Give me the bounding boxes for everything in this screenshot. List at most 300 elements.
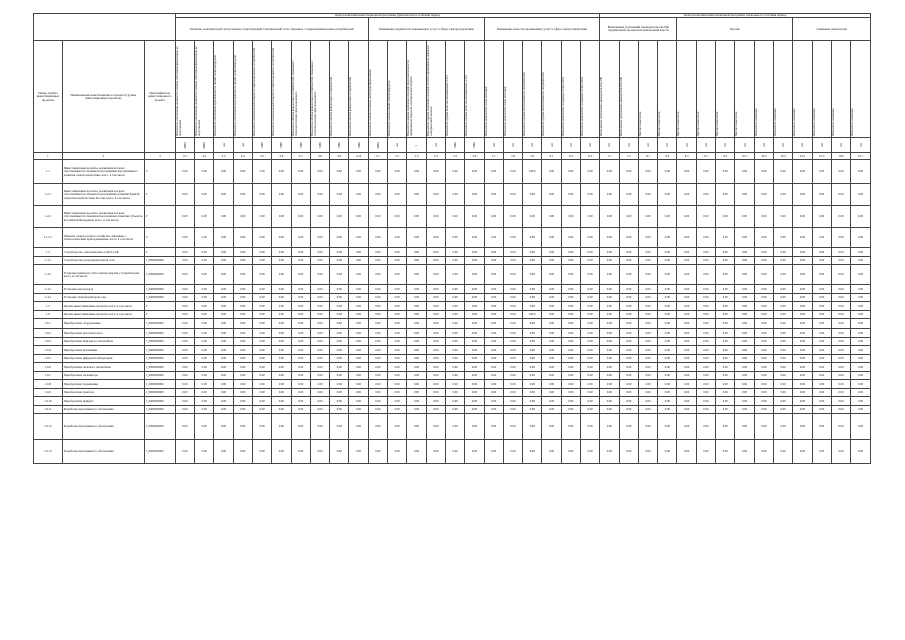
- value-cell: 0.00: [407, 414, 426, 440]
- value-cell: 0.00: [793, 285, 812, 294]
- value-cell: 0.00: [600, 363, 619, 372]
- value-cell: 0.00: [233, 329, 252, 338]
- value-cell: 0.00: [638, 440, 657, 464]
- value-cell: 0.00: [368, 248, 387, 257]
- value-cell: 0.00: [831, 388, 850, 397]
- value-cell: 0.00: [252, 285, 271, 294]
- value-cell: 0.00: [388, 310, 407, 319]
- value-cell: 0.00: [735, 346, 754, 355]
- value-cell: 0.00: [793, 228, 812, 248]
- value-cell: 0.00: [523, 414, 542, 440]
- column-number: 4.2: [195, 153, 214, 160]
- value-cell: 0.00: [388, 228, 407, 248]
- value-cell: 0.00: [561, 440, 580, 464]
- column-unit: [349, 138, 368, 153]
- column-unit: [735, 138, 754, 153]
- value-cell: 0.00: [619, 329, 638, 338]
- value-cell: 0.00: [503, 414, 522, 440]
- value-cell: 0.00: [561, 265, 580, 285]
- row-code: Г: [144, 184, 175, 206]
- value-cell: 0.00: [696, 310, 715, 319]
- value-cell: 0.00: [523, 184, 542, 206]
- value-cell: 0.00: [851, 414, 871, 440]
- value-cell: 0.00: [638, 337, 657, 346]
- value-cell: 0.00: [233, 337, 252, 346]
- value-cell: 0.00: [600, 354, 619, 363]
- row-name: Приобретение оборудования: [62, 319, 144, 329]
- value-cell: 0.00: [214, 346, 233, 355]
- value-cell: 0.00: [812, 329, 831, 338]
- value-cell: 0.00: [831, 206, 850, 228]
- value-cell: 0.00: [658, 310, 677, 319]
- value-cell: 0.00: [619, 440, 638, 464]
- value-cell: 0.00: [503, 397, 522, 406]
- value-cell: 0.00: [523, 440, 542, 464]
- value-cell: 0.00: [330, 285, 349, 294]
- corner-cell: [34, 14, 176, 41]
- value-cell: 0.00: [793, 363, 812, 372]
- value-cell: 0.00: [754, 302, 773, 311]
- value-cell: 0.00: [310, 363, 329, 372]
- value-cell: 0.00: [272, 337, 291, 346]
- value-cell: 0.00: [272, 371, 291, 380]
- value-cell: 0.00: [291, 206, 310, 228]
- value-cell: 0.00: [677, 310, 696, 319]
- column-number: 4.9: [330, 153, 349, 160]
- value-cell: 0.00: [561, 228, 580, 248]
- table-row: [34, 388, 871, 397]
- value-cell: 0.00: [696, 380, 715, 389]
- value-cell: 0.00: [851, 363, 871, 372]
- value-cell: 0.00: [716, 319, 735, 329]
- value-cell: 0.00: [349, 329, 368, 338]
- value-cell: 0.00: [349, 371, 368, 380]
- column-unit: [638, 138, 657, 153]
- value-cell: 0.00: [542, 397, 561, 406]
- row-number: 1.4.1: [34, 256, 63, 265]
- column-number: 5.1: [368, 153, 387, 160]
- value-cell: 0.00: [638, 388, 657, 397]
- value-cell: 0.00: [619, 319, 638, 329]
- column-header: [214, 41, 233, 138]
- value-cell: 0.00: [523, 293, 542, 302]
- value-cell: 0.00: [773, 285, 792, 294]
- value-cell: 0.00: [175, 265, 194, 285]
- column-header: [503, 41, 522, 138]
- value-cell: 0.00: [831, 354, 850, 363]
- column-header: [638, 41, 657, 138]
- value-cell: 0.00: [291, 256, 310, 265]
- value-cell: 0.00: [831, 414, 850, 440]
- value-cell: 0.00: [252, 414, 271, 440]
- value-cell: 0.00: [233, 440, 252, 464]
- value-cell: 0.00: [696, 354, 715, 363]
- value-cell: 0.00: [272, 329, 291, 338]
- value-cell: 0.00: [851, 265, 871, 285]
- value-cell: 0.00: [851, 354, 871, 363]
- value-cell: 0.00: [812, 228, 831, 248]
- value-cell: 0.00: [542, 346, 561, 355]
- value-cell: 0.00: [677, 354, 696, 363]
- value-cell: 0.00: [388, 206, 407, 228]
- value-cell: 0.00: [310, 319, 329, 329]
- value-cell: 0.00: [658, 256, 677, 265]
- value-cell: 0.00: [793, 160, 812, 184]
- value-cell: 0.00: [638, 414, 657, 440]
- column-label: Прочие показатели: [715, 112, 720, 137]
- column-label: Показатель снижения: [772, 108, 777, 137]
- value-cell: 0.00: [542, 337, 561, 346]
- value-cell: 0.00: [291, 285, 310, 294]
- value-cell: 0.00: [195, 405, 214, 414]
- value-cell: 0.00: [465, 285, 484, 294]
- value-cell: 0.00: [252, 329, 271, 338]
- value-cell: 0.00: [291, 397, 310, 406]
- column-unit: [233, 138, 252, 153]
- row-number: 1.6.9: [34, 388, 63, 397]
- unit-label: шт: [839, 143, 843, 147]
- row-name: Разработка программного обеспечения: [62, 414, 144, 440]
- value-cell: 0.00: [426, 363, 445, 372]
- value-cell: 0.00: [233, 265, 252, 285]
- row-name: Приобретение экскаватора: [62, 371, 144, 380]
- value-cell: 0.00: [445, 354, 464, 363]
- value-cell: 0.00: [407, 293, 426, 302]
- value-cell: 0.00: [291, 184, 310, 206]
- value-cell: 0.00: [851, 337, 871, 346]
- value-cell: 0.00: [368, 440, 387, 464]
- value-cell: 0.00: [561, 319, 580, 329]
- value-cell: 0.00: [175, 256, 194, 265]
- value-cell: 0.00: [619, 265, 638, 285]
- value-cell: 0.00: [754, 388, 773, 397]
- value-cell: 0.00: [658, 329, 677, 338]
- unit-label: шт: [858, 143, 863, 147]
- table-row: [34, 160, 871, 184]
- value-cell: 0.00: [233, 285, 252, 294]
- value-cell: 0.00: [677, 346, 696, 355]
- value-cell: 0.00: [619, 388, 638, 397]
- column-unit: [407, 138, 426, 153]
- value-cell: 0.00: [368, 363, 387, 372]
- value-cell: 0.00: [252, 354, 271, 363]
- column-header: [175, 41, 194, 138]
- row-code: J_0000000000: [144, 329, 175, 338]
- value-cell: 0.00: [831, 248, 850, 257]
- value-cell: 0.00: [696, 206, 715, 228]
- value-cell: 0.00: [291, 371, 310, 380]
- column-number: 5.9: [523, 153, 542, 160]
- value-cell: 0.00: [407, 228, 426, 248]
- value-cell: 0.00: [619, 206, 638, 228]
- value-cell: 0.00: [233, 228, 252, 248]
- value-cell: 0.00: [330, 160, 349, 184]
- value-cell: 0.00: [658, 248, 677, 257]
- value-cell: 0.00: [754, 285, 773, 294]
- value-cell: 0.00: [465, 388, 484, 397]
- row-code: J_0000000000: [144, 337, 175, 346]
- value-cell: 0.00: [310, 371, 329, 380]
- value-cell: 0.00: [523, 363, 542, 372]
- row-name: Приобретение легкового автомобиля: [62, 363, 144, 372]
- value-cell: 0.00: [619, 354, 638, 363]
- value-cell: 0.00: [214, 414, 233, 440]
- value-cell: 0.00: [831, 397, 850, 406]
- value-cell: 0.00: [484, 363, 503, 372]
- column-label: Показатель объёма финансовых потребностей: [348, 77, 353, 137]
- value-cell: 0.00: [831, 160, 850, 184]
- value-cell: 0.00: [716, 346, 735, 355]
- row-number: 1.4.4: [34, 293, 63, 302]
- value-cell: 0.00: [716, 440, 735, 464]
- value-cell: 0.00: [368, 293, 387, 302]
- value-cell: 0.00: [600, 371, 619, 380]
- value-cell: 0.00: [330, 440, 349, 464]
- value-cell: 0.00: [503, 184, 522, 206]
- group-header: Снижение показателей: [793, 18, 871, 41]
- row-name: Установка реклоузеров: [62, 285, 144, 294]
- value-cell: 0.00: [407, 380, 426, 389]
- value-cell: 0.00: [272, 293, 291, 302]
- table-row: [34, 329, 871, 338]
- row-code: J_0000000000: [144, 414, 175, 440]
- value-cell: 0.00: [851, 329, 871, 338]
- value-cell: 0.00: [581, 354, 600, 363]
- column-number: 8.3: [677, 153, 696, 160]
- value-cell: 0.00: [851, 346, 871, 355]
- value-cell: 0.00: [600, 293, 619, 302]
- value-cell: 0.00: [523, 397, 542, 406]
- value-cell: 0.00: [503, 293, 522, 302]
- column-number: 1: [34, 153, 63, 160]
- row-number: 1.6.6: [34, 363, 63, 372]
- value-cell: 0.00: [252, 265, 271, 285]
- value-cell: 0.00: [330, 319, 349, 329]
- column-unit: [812, 138, 831, 153]
- value-cell: 0.00: [310, 228, 329, 248]
- row-name: Инвестиционные проекты, реализация которых обуславливается схемами и программами развития субъектов Российской Федерации, всего, в том числе:: [62, 206, 144, 228]
- value-cell: 0.00: [291, 363, 310, 372]
- value-cell: 0.00: [735, 228, 754, 248]
- column-header: [272, 41, 291, 138]
- row-name: Объекты электросетевого хозяйства, связанные с технологическим присоединением, всего, в том числе:: [62, 228, 144, 248]
- value-cell: 0.00: [445, 346, 464, 355]
- value-cell: 0.00: [252, 319, 271, 329]
- value-cell: 0.00: [677, 337, 696, 346]
- value-cell: 0.00: [214, 256, 233, 265]
- value-cell: 0.00: [812, 248, 831, 257]
- value-cell: 0.00: [658, 440, 677, 464]
- value-cell: 0.00: [330, 265, 349, 285]
- value-cell: 0.00: [523, 337, 542, 346]
- column-number: 5.3: [407, 153, 426, 160]
- column-header: [561, 41, 580, 138]
- value-cell: 0.00: [465, 228, 484, 248]
- value-cell: 0.00: [349, 160, 368, 184]
- value-cell: 0.00: [407, 346, 426, 355]
- value-cell: 0.00: [349, 184, 368, 206]
- value-cell: 0.00: [561, 329, 580, 338]
- value-cell: 0.00: [716, 414, 735, 440]
- column-unit: [831, 138, 850, 153]
- value-cell: 0.00: [272, 388, 291, 397]
- value-cell: 0.00: [716, 371, 735, 380]
- value-cell: 0.00: [716, 228, 735, 248]
- value-cell: 0.00: [600, 346, 619, 355]
- value-cell: 0.00: [388, 380, 407, 389]
- value-cell: 0.00: [388, 440, 407, 464]
- value-cell: 0.00: [252, 337, 271, 346]
- column-number: 6.3: [581, 153, 600, 160]
- value-cell: 0.00: [195, 388, 214, 397]
- value-cell: 0.00: [484, 206, 503, 228]
- value-cell: 0.00: [368, 414, 387, 440]
- value-cell: 0.00: [793, 329, 812, 338]
- value-cell: 0.00: [484, 248, 503, 257]
- value-cell: 0.00: [851, 248, 871, 257]
- value-cell: 0.00: [581, 265, 600, 285]
- value-cell: 0.00: [812, 397, 831, 406]
- value-cell: 0.00: [175, 440, 194, 464]
- value-cell: 0.00: [542, 414, 561, 440]
- value-cell: 0.00: [330, 354, 349, 363]
- value-cell: 0.00: [175, 337, 194, 346]
- value-cell: 0.00: [677, 380, 696, 389]
- value-cell: 0.00: [754, 380, 773, 389]
- value-cell: 0.00: [484, 293, 503, 302]
- value-cell: 0.00: [754, 248, 773, 257]
- column-unit: [445, 138, 464, 153]
- value-cell: 0.00: [754, 184, 773, 206]
- value-cell: 0.00: [272, 228, 291, 248]
- value-cell: 0.00: [561, 354, 580, 363]
- value-cell: 0.00: [658, 319, 677, 329]
- value-cell: 0.00: [368, 265, 387, 285]
- value-cell: 0.00: [542, 319, 561, 329]
- value-cell: 0.00: [812, 380, 831, 389]
- value-cell: 0.00: [716, 310, 735, 319]
- value-cell: 0.00: [600, 319, 619, 329]
- value-cell: 0.00: [561, 160, 580, 184]
- row-name: Разработка программного обеспечения: [62, 405, 144, 414]
- value-cell: 0.00: [812, 354, 831, 363]
- value-cell: 0.00: [503, 405, 522, 414]
- value-cell: 0.00: [426, 380, 445, 389]
- value-cell: 0.00: [465, 160, 484, 184]
- value-cell: 0.00: [175, 160, 194, 184]
- column-number: 7.2: [619, 153, 638, 160]
- value-cell: 0.00: [773, 184, 792, 206]
- value-cell: 0.00: [773, 302, 792, 311]
- value-cell: 0.00: [503, 329, 522, 338]
- value-cell: 0.00: [310, 265, 329, 285]
- value-cell: 0.00: [233, 405, 252, 414]
- value-cell: 0.00: [445, 293, 464, 302]
- column-number: 4.5: [252, 153, 271, 160]
- value-cell: 0.00: [388, 160, 407, 184]
- row-code: Г: [144, 302, 175, 311]
- value-cell: 0.00: [581, 414, 600, 440]
- value-cell: 0.00: [310, 337, 329, 346]
- unit-label: шт: [761, 143, 766, 147]
- value-cell: 0.00: [426, 248, 445, 257]
- value-cell: 0.00: [773, 293, 792, 302]
- value-cell: 0.00: [330, 371, 349, 380]
- value-cell: 0.00: [619, 293, 638, 302]
- value-cell: 0.00: [561, 337, 580, 346]
- unit-label: км: [221, 143, 226, 147]
- value-cell: 0.00: [388, 397, 407, 406]
- value-cell: 0.00: [426, 329, 445, 338]
- column-header: [696, 41, 715, 138]
- value-cell: 0.00: [388, 405, 407, 414]
- value-cell: 0.00: [407, 363, 426, 372]
- value-cell: 0.00: [310, 256, 329, 265]
- column-header: [445, 41, 464, 138]
- value-cell: 0.00: [349, 354, 368, 363]
- row-name: Прочие инвестиционные проекты, всего, в том числе:: [62, 310, 144, 319]
- value-cell: 0.00: [638, 363, 657, 372]
- value-cell: 0.00: [233, 363, 252, 372]
- row-number: 1.6.2: [34, 329, 63, 338]
- column-header: [831, 41, 850, 138]
- value-cell: 0.00: [272, 310, 291, 319]
- value-cell: 0.00: [175, 293, 194, 302]
- value-cell: 0.00: [233, 310, 252, 319]
- value-cell: 0.00: [619, 184, 638, 206]
- column-label: Показатель замены линий электропередачи: [387, 81, 392, 137]
- value-cell: 0.00: [716, 380, 735, 389]
- value-cell: 0.00: [754, 405, 773, 414]
- value-cell: 0.00: [793, 206, 812, 228]
- unit-label: шт: [510, 143, 515, 147]
- value-cell: 0.00: [330, 388, 349, 397]
- column-unit: [677, 138, 696, 153]
- value-cell: 0.00: [330, 414, 349, 440]
- unit-label: шт: [703, 143, 708, 147]
- value-cell: 0.00: [465, 302, 484, 311]
- unit-label: шт: [588, 143, 593, 147]
- value-cell: 0.00: [542, 256, 561, 265]
- value-cell: 0.00: [677, 319, 696, 329]
- table-row: [34, 310, 871, 319]
- value-cell: 0.00: [793, 414, 812, 440]
- value-cell: 0.00: [561, 346, 580, 355]
- value-cell: 0.00: [214, 228, 233, 248]
- value-cell: 0.00: [426, 440, 445, 464]
- column-unit: [484, 138, 503, 153]
- value-cell: 0.00: [735, 293, 754, 302]
- value-cell: 0.00: [523, 329, 542, 338]
- value-cell: 0.00: [677, 285, 696, 294]
- unit-label: МВт: [317, 141, 322, 148]
- value-cell: 0.00: [773, 248, 792, 257]
- column-number: 4.3: [214, 153, 233, 160]
- value-cell: 0.00: [600, 160, 619, 184]
- value-cell: 0.00: [812, 256, 831, 265]
- column-number: 10.7: [851, 153, 871, 160]
- value-cell: 0.00: [407, 302, 426, 311]
- value-cell: 0.00: [638, 302, 657, 311]
- value-cell: 0.00: [600, 380, 619, 389]
- value-cell: 0.00: [368, 380, 387, 389]
- value-cell: 0.00: [503, 337, 522, 346]
- value-cell: 0.00: [272, 184, 291, 206]
- value-cell: 0.00: [388, 302, 407, 311]
- value-cell: 0.00: [851, 310, 871, 319]
- value-cell: 100%: [523, 310, 542, 319]
- value-cell: 0.00: [426, 256, 445, 265]
